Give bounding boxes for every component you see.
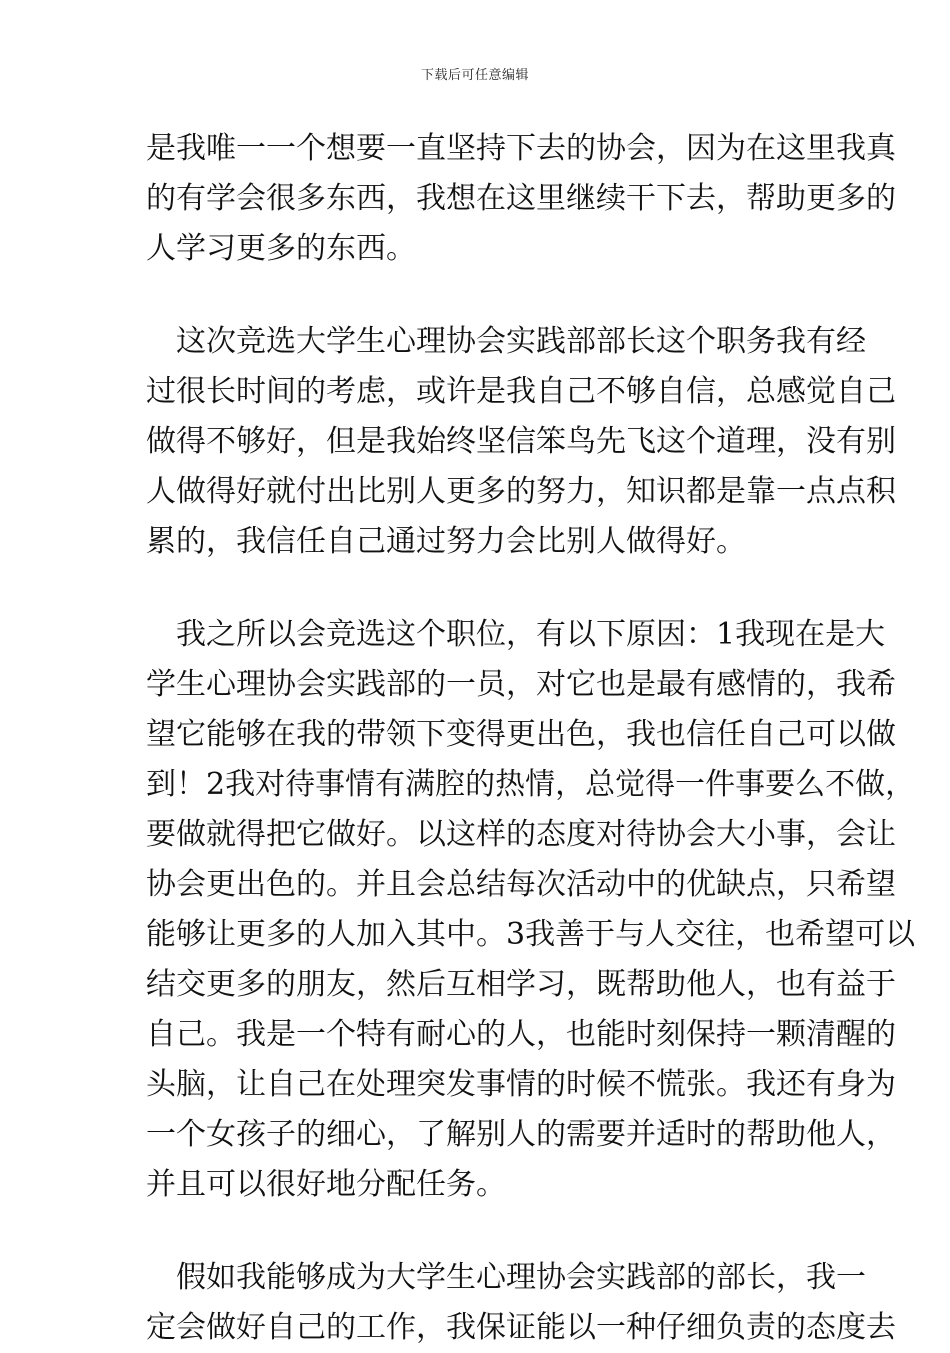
text-line: 我之所以会竞选这个职位，有以下原因：1我现在是大: [146, 617, 886, 652]
text-line: 做得不够好，但是我始终坚信笨鸟先飞这个道理，没有别: [146, 424, 896, 459]
text-line: 人学习更多的东西。: [146, 231, 416, 266]
text-line: 的有学会很多东西，我想在这里继续干下去，帮助更多的: [146, 181, 896, 216]
text-line: 能够让更多的人加入其中。3我善于与人交往，也希望可以: [146, 917, 916, 952]
text-line: 一个女孩子的细心，了解别人的需要并适时的帮助他人，: [146, 1117, 896, 1152]
paragraph: [146, 610, 916, 1210]
text-line: 假如我能够成为大学生心理协会实践部的部长，我一: [146, 1260, 866, 1295]
text-line: 定会做好自己的工作，我保证能以一种仔细负责的态度去: [146, 1310, 896, 1345]
paragraph: [146, 124, 896, 274]
text-line: 头脑，让自己在处理突发事情的时候不慌张。我还有身为: [146, 1067, 896, 1102]
document-body: [146, 124, 916, 1353]
text-line: 是我唯一一个想要一直坚持下去的协会，因为在这里我真: [146, 131, 896, 166]
text-line: 过很长时间的考虑，或许是我自己不够自信，总感觉自己: [146, 374, 896, 409]
text-line: 自己。我是一个特有耐心的人，也能时刻保持一颗清醒的: [146, 1017, 896, 1052]
text-line: 这次竞选大学生心理协会实践部部长这个职务我有经: [146, 324, 866, 359]
text-line: 人做得好就付出比别人更多的努力，知识都是靠一点点积: [146, 474, 896, 509]
text-line: 望它能够在我的带领下变得更出色，我也信任自己可以做: [146, 717, 896, 752]
text-line: 要做就得把它做好。以这样的态度对待协会大小事，会让: [146, 817, 896, 852]
text-line: 结交更多的朋友，然后互相学习，既帮助他人，也有益于: [146, 967, 896, 1002]
text-line: 到！2我对待事情有满腔的热情，总觉得一件事要么不做，: [146, 767, 916, 802]
text-line: 并且可以很好地分配任务。: [146, 1167, 506, 1202]
text-line: 累的，我信任自己通过努力会比别人做得好。: [146, 524, 746, 559]
paragraph: [146, 1253, 896, 1353]
page-header-note: 下载后可任意编辑: [420, 68, 529, 83]
paragraph: [146, 317, 896, 567]
text-line: 学生心理协会实践部的一员，对它也是最有感情的，我希: [146, 667, 896, 702]
text-line: 协会更出色的。并且会总结每次活动中的优缺点，只希望: [146, 867, 896, 902]
